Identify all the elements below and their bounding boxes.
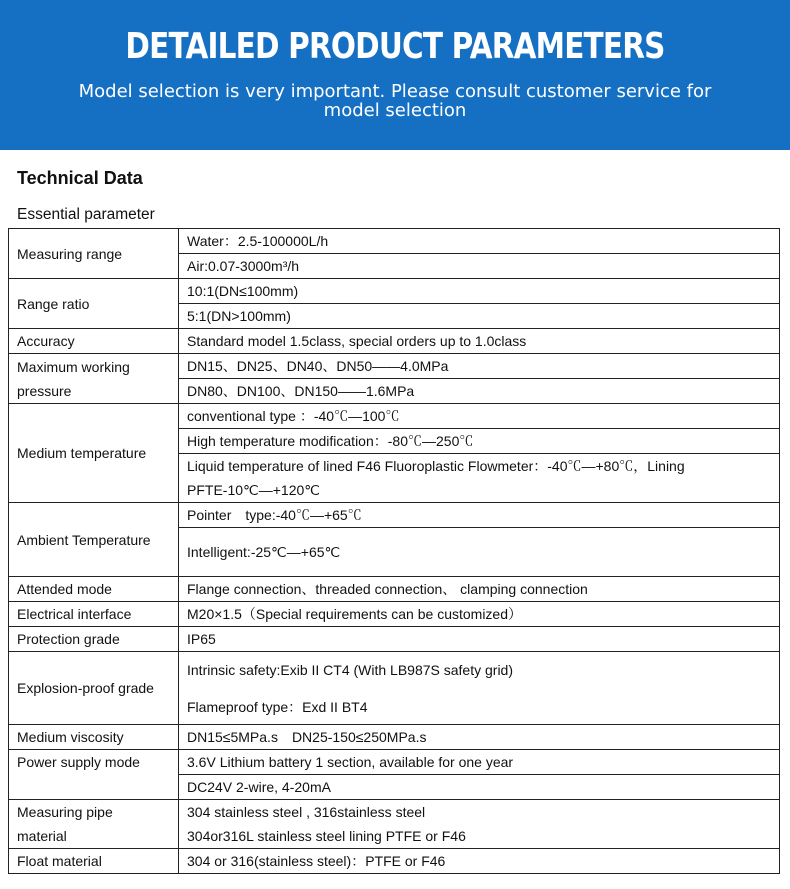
param-label-line: material xyxy=(17,828,67,844)
param-label: Ambient Temperature xyxy=(9,503,179,577)
param-label: Float material xyxy=(9,849,179,874)
param-value: Water：2.5-100000L/h xyxy=(179,229,780,254)
param-label: Explosion-proof grade xyxy=(9,652,179,725)
parameters-table xyxy=(8,228,780,874)
param-value: Standard model 1.5class, special orders up to 1.0class xyxy=(179,329,780,354)
param-value: DN15、DN25、DN40、DN50——4.0MPa xyxy=(179,354,780,379)
param-label: Protection grade xyxy=(9,627,179,652)
essential-parameter-label: Essential parameter xyxy=(17,206,155,223)
table-row xyxy=(9,602,780,627)
table-row xyxy=(9,750,780,775)
param-value-line: Flameproof type：Exd II BT4 xyxy=(187,698,368,715)
param-label-line: pressure xyxy=(17,382,72,399)
param-label: Power supply mode xyxy=(9,750,179,800)
param-value: conventional type ：-40℃—100℃ xyxy=(179,404,780,429)
section-title: Technical Data xyxy=(17,168,143,188)
table-row xyxy=(9,229,780,254)
param-value xyxy=(179,454,780,503)
param-label: Attended mode xyxy=(9,577,179,602)
table-row xyxy=(9,652,780,725)
param-value: Air:0.07-3000m³/h xyxy=(179,254,780,279)
banner-subtitle: Model selection is very important. Please consult customer service for model selection xyxy=(78,81,712,121)
param-value-line: 304or316L stainless steel lining PTFE or F46 xyxy=(187,828,466,844)
table-row xyxy=(9,503,780,528)
param-value-line: PFTE-10℃—+120℃ xyxy=(187,482,320,498)
param-value: High temperature modification：-80℃—250℃ xyxy=(179,429,780,454)
param-label-line: Maximum working xyxy=(17,358,130,375)
param-value-line: 304 stainless steel , 316stainless steel xyxy=(187,804,426,820)
table-row xyxy=(9,627,780,652)
param-value: M20×1.5（Special requirements can be customized） xyxy=(179,602,780,627)
param-value: DN80、DN100、DN150——1.6MPa xyxy=(179,379,780,404)
param-value-line: Liquid temperature of lined F46 Fluoroplastic Flowmeter：-40℃—+80℃，Lining xyxy=(187,458,685,474)
param-value-line: Intrinsic safety:Exib II CT4 (With LB987S safety grid) xyxy=(187,661,514,678)
param-value: Pointer type:-40℃—+65℃ xyxy=(179,503,780,528)
param-label-line: Measuring pipe xyxy=(17,804,113,820)
param-label: Medium viscosity xyxy=(9,725,179,750)
param-label: Range ratio xyxy=(9,279,179,329)
param-value: DC24V 2-wire, 4-20mA xyxy=(179,775,780,800)
param-label: Measuring range xyxy=(9,229,179,279)
param-label: Medium temperature xyxy=(9,404,179,503)
param-value: Flange connection、threaded connection、 clamping connection xyxy=(179,577,780,602)
param-value: DN15≤5MPa.s DN25-150≤250MPa.s xyxy=(179,725,780,750)
table-row xyxy=(9,279,780,304)
param-label: Accuracy xyxy=(9,329,179,354)
param-value: Intelligent:-25℃—+65℃ xyxy=(179,528,780,577)
param-value: IP65 xyxy=(179,627,780,652)
param-value: 3.6V Lithium battery 1 section, available for one year xyxy=(179,750,780,775)
table-row xyxy=(9,577,780,602)
table-row xyxy=(9,404,780,429)
param-value xyxy=(179,652,780,725)
param-value: 10:1(DN≤100mm) xyxy=(179,279,780,304)
header-banner xyxy=(0,0,790,150)
param-label xyxy=(9,800,179,849)
table-row xyxy=(9,725,780,750)
table-row xyxy=(9,329,780,354)
param-value: 304 or 316(stainless steel)：PTFE or F46 xyxy=(179,849,780,874)
param-value xyxy=(179,800,780,849)
param-label xyxy=(9,354,179,404)
table-row xyxy=(9,354,780,379)
banner-title: DETAILED PRODUCT PARAMETERS xyxy=(125,26,665,67)
table-row xyxy=(9,800,780,849)
table-row xyxy=(9,849,780,874)
param-value: 5:1(DN>100mm) xyxy=(179,304,780,329)
param-label: Electrical interface xyxy=(9,602,179,627)
